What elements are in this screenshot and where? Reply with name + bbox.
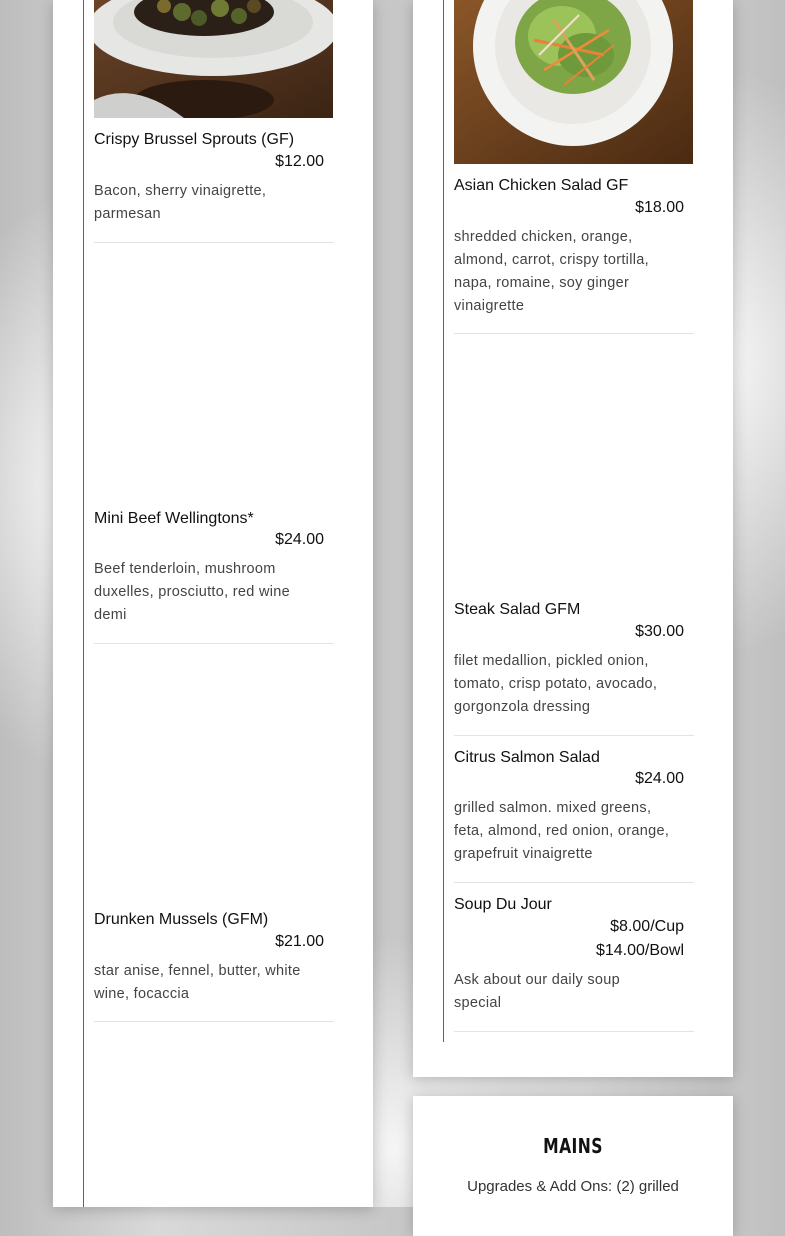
- divider: [454, 882, 694, 883]
- item-description: Beef tenderloin, mushroom duxelles, prosciutto, red wine demi: [94, 561, 290, 623]
- asian-chicken-salad-photo: [454, 0, 693, 164]
- item-name: Steak Salad GFM: [454, 601, 581, 618]
- section-subtitle: Upgrades & Add Ons: (2) grilled: [467, 1178, 679, 1195]
- item-name: Mini Beef Wellingtons*: [94, 510, 254, 527]
- item-price: $24.00: [635, 770, 684, 787]
- divider: [94, 643, 334, 644]
- item-price-bowl: $14.00/Bowl: [595, 942, 684, 959]
- item-description: filet medallion, pickled onion, tomato, crisp potato, avocado, gorgonzola dressing: [454, 653, 658, 715]
- divider: [94, 1021, 334, 1022]
- item-description: Ask about our daily soup special: [454, 972, 620, 1011]
- divider: [454, 333, 694, 334]
- item-name: Crispy Brussel Sprouts (GF): [94, 131, 295, 148]
- item-price: $24.00: [275, 531, 324, 548]
- item-description: grilled salmon. mixed greens, feta, almond, red onion, orange, grapefruit vinaigrette: [454, 800, 670, 862]
- menu-item: [94, 510, 334, 644]
- menu-item: [454, 177, 694, 334]
- section-title: MAINS: [543, 1134, 603, 1158]
- menu-item: [454, 896, 694, 1032]
- item-price: $18.00: [635, 199, 684, 216]
- item-name: Asian Chicken Salad GF: [454, 177, 629, 194]
- menu-item: [94, 131, 334, 243]
- menu-item: [454, 749, 694, 883]
- item-price: $12.00: [275, 153, 324, 170]
- accent-line: [83, 0, 84, 1207]
- brussel-sprouts-photo: [94, 0, 333, 118]
- item-price: $21.00: [275, 933, 324, 950]
- accent-line: [443, 0, 444, 1042]
- menu-item: [454, 601, 694, 736]
- menu-panel-mains: [413, 1096, 733, 1236]
- divider: [454, 735, 694, 736]
- item-name: Drunken Mussels (GFM): [94, 911, 269, 928]
- item-description: Bacon, sherry vinaigrette, parmesan: [94, 183, 267, 222]
- divider: [454, 1031, 694, 1032]
- item-name: Citrus Salmon Salad: [454, 749, 600, 766]
- item-description: shredded chicken, orange, almond, carrot, crispy tortilla, napa, romaine, soy ginger vinaigrette: [454, 229, 649, 314]
- item-price: $8.00/Cup: [610, 918, 684, 935]
- menu-item: [94, 911, 334, 1022]
- menu-panel-salads: [413, 0, 733, 1077]
- item-price: $30.00: [635, 623, 684, 640]
- menu-panel-appetizers: [53, 0, 373, 1207]
- divider: [94, 242, 334, 243]
- item-name: Soup Du Jour: [454, 896, 552, 913]
- item-description: star anise, fennel, butter, white wine, focaccia: [94, 963, 301, 1002]
